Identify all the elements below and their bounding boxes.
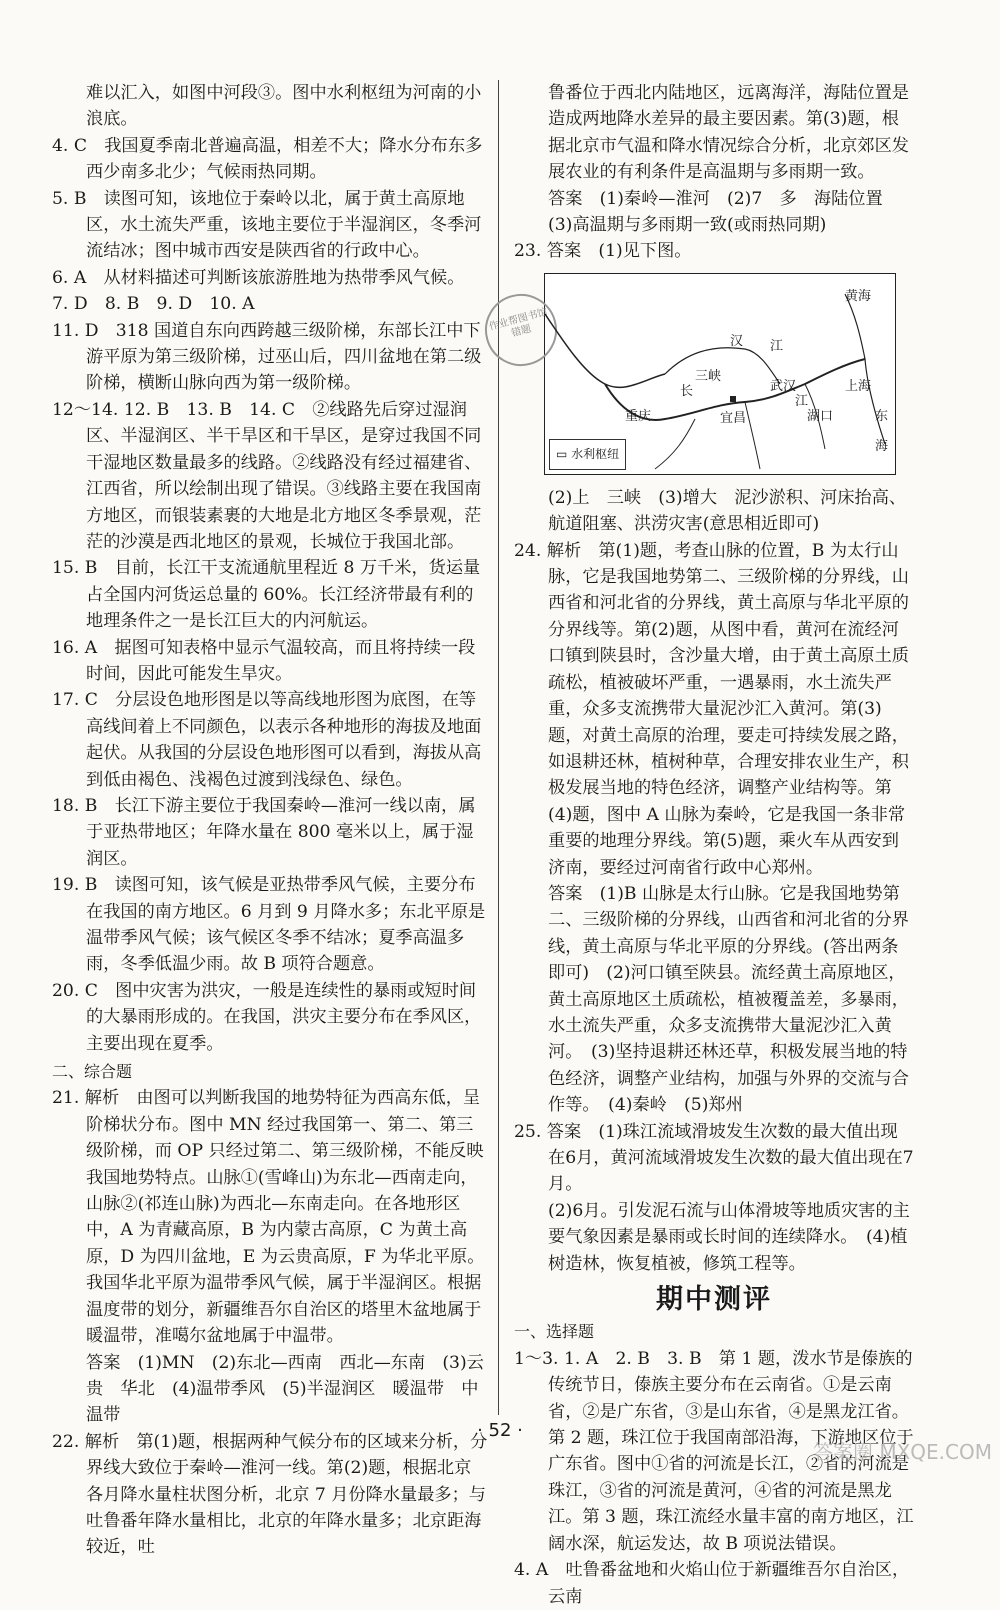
answer-item: 23. 答案 (1)见下图。 <box>514 241 692 262</box>
answer-item: 11. D 318 国道自东向西跨越三级阶梯，东部长江中下游平原为第三级阶梯，过巫山后，四川盆地在第二级阶梯，横断山脉向西为第一级阶梯。 <box>52 320 482 394</box>
map-label: 长 <box>680 383 694 399</box>
answer-item: 24. 解析 第(1)题，考查山脉的位置，B 为太行山脉，它是我国地势第二、三级阶梯的分界线，山西省和河北省的分界线，黄土高原与华北平原的分界线等。第(2)题，从图中看，黄河在流经河口镇到陕县时，含沙量大增，由于黄土高原土质疏松，植被破坏严重，一遇暴雨，水土流失严重，众多支流携带大量泥沙汇入黄河。第(3)题，对黄土高原的治理，要走可持续发展之路，如退耕还林，植树种草，合理安排农业生产，积极发展当地的特色经济，调整产业结构等。第(4)题，图中 A 山脉为秦岭，它是我国一条非常重要的地理分界线。第(5)题，乘火车从西安到济南，要经过河南省行政中心郑州。 <box>514 540 909 878</box>
answer-item: 4. A 吐鲁番盆地和火焰山位于新疆维吾尔自治区，云南 <box>514 1560 910 1607</box>
left-column <box>52 80 488 1561</box>
answer-item: 7. D 8. B 9. D 10. A <box>52 294 255 315</box>
section-heading: 二、综合题 <box>52 1062 133 1082</box>
map-label: 湖口 <box>807 408 834 424</box>
column-divider <box>498 80 499 1415</box>
legend-label: 水利枢纽 <box>571 447 620 462</box>
map-legend: ▭ 水利枢纽 <box>549 439 626 469</box>
answer-item: 6. A 从材料描述可判断该旅游胜地为热带季风气候。 <box>52 267 465 288</box>
answer-item: 22. 解析 第(1)题，根据两种气候分布的区域来分析，分界线大致位于秦岭—淮河一线。第(2)题，根据北京各月降水量柱状图分析，北京 7 月份降水量最多；与吐鲁番年降水量相比，北京的年降水量多；北京距海较近，吐 <box>52 1431 488 1558</box>
answer-text: 答案 (1)B 山脉是太行山脉。它是我国地势第二、三级阶梯的分界线，山西省和河北省的分界线，黄土高原与华北平原的分界线。(答出两条即可) (2)河口镇至陕县。流经黄土高原地区，黄土高原地区土质疏松，植被覆盖差，多暴雨，水土流失严重，众多支流携带大量泥沙汇入黄河。 (3)坚持退耕还林还草，积极发展当地的特色经济，调整产业结构，加强与外界的交流与合作等。 (4)秦岭 (5)郑州 <box>548 883 909 1116</box>
answer-text: (2)上 三峡 (3)增大 泥沙淤积、河床抬高、航道阻塞、洪涝灾害(意思相近即可) <box>548 487 907 535</box>
answer-text: (2)6月。引发泥石流与山体滑坡等地质灾害的主要气象因素是暴雨或长时间的连续降水。 (4)植树造林，恢复植被，修筑工程等。 <box>548 1200 910 1274</box>
text-line: 鲁番位于西北内陆地区，远离海洋，海陆位置是造成两地降水差异的最主要因素。第(3)题，根据北京市气温和降水情况综合分析，北京郊区发展农业的有利条件是高温期与多雨期一致。 <box>548 83 909 183</box>
answer-item: 20. C 图中灾害为洪灾，一般是连续性的暴雨或短时间的大暴雨形成的。在我国，洪灾主要分布在季风区，主要出现在夏季。 <box>52 980 482 1054</box>
stamp: 作业帮图书馆 错题 <box>477 286 565 374</box>
watermark: 答案圈 MXQE.COM <box>812 1440 992 1464</box>
map-label: 汉 <box>730 333 744 349</box>
map-label: 江 <box>795 393 809 409</box>
map-label: 海 <box>875 438 889 454</box>
answer-text: 答案 (1)秦岭—淮河 (2)7 多 海陆位置 (3)高温期与多雨期一致(或雨热同期) <box>548 188 900 236</box>
map-label: 重庆 <box>625 408 652 424</box>
answer-item: 4. C 我国夏季南北普遍高温，相差不大；降水分布东多西少南多北少；气候雨热同期。 <box>52 135 483 183</box>
answer-item: 15. B 目前，长江干支流通航里程近 8 万千米，货运量占全国内河货运总量的 60%。长江经济带最有利的地理条件之一是长江巨大的内河航运。 <box>52 558 481 632</box>
map-label: 三峡 <box>695 368 722 384</box>
answer-text: 答案 (1)MN (2)东北—西南 西北—东南 (3)云贵 华北 (4)温带季风 (5)半湿润区 暖温带 中温带 <box>86 1352 484 1426</box>
map-label: 宜昌 <box>720 410 747 426</box>
answer-item: 18. B 长江下游主要位于我国秦岭—淮河一线以南，属于亚热带地区；年降水量在 800 毫米以上，属于湿润区。 <box>52 795 476 869</box>
answer-item: 17. C 分层设色地形图是以等高线地形图为底图，在等高线间着上不同颜色，以表示各种地形的海拔及地面起伏。从我国的分层设色地形图可以看到，海拔从高到低由褐色、浅褐色过渡到浅绿色、绿色。 <box>52 690 482 790</box>
answer-item: 5. B 读图可知，该地位于秦岭以北，属于黄土高原地区，水土流失严重，该地主要位于半湿润区，冬季河流结冰；图中城市西安是陕西省的行政中心。 <box>52 188 482 262</box>
map-label: 武汉 <box>770 378 797 394</box>
answer-item: 19. B 读图可知，该气候是亚热带季风气候，主要分布在我国的南方地区。6 月到 9 月降水多；东北平原是温带季风气候；该气候区冬季不结冰；夏季高温多雨，冬季低温少雨。故 B 项符合题意。 <box>52 875 486 975</box>
answer-item: 21. 解析 由图可以判断我国的地势特征为西高东低，呈阶梯状分布。图中 MN 经过我国第一、第二、第三级阶梯，而 OP 只经过第二、第三级阶梯，不能反映我国地势特点。山脉①(雪峰山)为东北—西南走向，山脉②(祁连山脉)为西北—东南走向。在各地形区中，A 为青藏高原，B 为内蒙古高原，C 为黄土高原，D 为四川盆地，E 为云贵高原，F 为华北平原。我国华北平原为温带季风气候，属于半湿润区。根据温度带的划分，新疆维吾尔自治区的塔里木盆地属于暖温带，准噶尔盆地属于中温带。 <box>52 1088 485 1347</box>
answer-item: 16. A 据图可知表格中显示气温较高，而且将持续一段时间，因此可能发生旱灾。 <box>52 637 476 684</box>
answer-item: 12～14. 12. B 13. B 14. C ②线路先后穿过湿润区、半湿润区、半干旱区和干旱区，是穿过我国不同干湿地区数量最多的线路。②线路没有经过福建省、江西省，所以绘制出现了错误。③线路主要在我国南方地区，而银装素裹的大地是北方地区冬季景观，茫茫的沙漠是西北地区的景观，长城位于我国北部。 <box>52 399 482 552</box>
section-title: 期中测评 <box>656 1284 772 1316</box>
map-label: 黄海 <box>845 288 872 304</box>
answer-item: 25. 答案 (1)珠江流域滑坡发生次数的最大值出现在6月，黄河流域滑坡发生次数的最大值出现在7月。 <box>514 1121 914 1195</box>
section-heading: 一、选择题 <box>514 1322 595 1342</box>
map-label: 江 <box>770 338 784 354</box>
map-label: 上海 <box>845 378 872 394</box>
answer-item: 1～3. 1. A 2. B 3. B 第 1 题，泼水节是傣族的传统节日，傣族主要分布在云南省。①是云南省，②是广东省，③是山东省，④是黑龙江省。第 2 题，珠江位于我国南部沿海，下游地区位于广东省。图中①省的河流是长江，②省的河流是珠江，③省的河流是黄河，④省的河流是黑龙江。第 3 题，珠江流经水量丰富的南方地区，江阔水深，航运发达，故 B 项说法错误。 <box>514 1348 914 1554</box>
page-number: · 52 · <box>477 1420 523 1441</box>
text-line: 难以汇入，如图中河段③。图中水利枢纽为河南的小浪底。 <box>86 83 482 130</box>
yangtze-river-map <box>487 273 896 475</box>
map-label: 东 <box>875 408 889 424</box>
